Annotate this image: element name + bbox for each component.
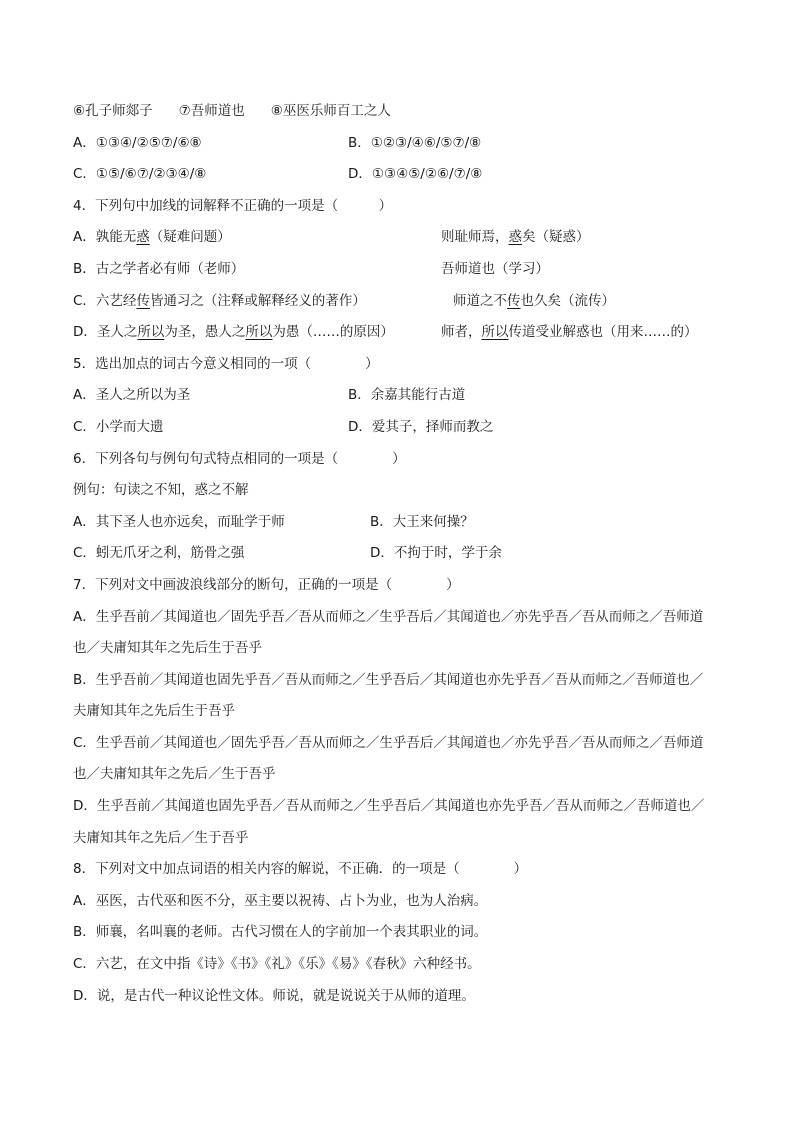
q4-option-d-left: D．圣人之所以为圣，愚人之所以为愚（……的原因） [73,324,394,341]
q3-items-line [73,96,753,128]
q3-option-b[interactable]: B．①②③/④⑥/⑤⑦/⑧ [348,134,482,151]
q8-option-c[interactable]: C．六艺，在文中指《诗》《书》《礼》《乐》《易》《春秋》六种经书。 [73,956,481,973]
q4-a-right-underlined: 惑 [508,229,522,246]
q4-option-a[interactable] [73,222,753,254]
q4-option-d-right: 师者，所以传道受业解惑也（用来……的） [441,324,698,341]
q5-option-d[interactable]: D．爱其子，择师而教之 [348,418,494,435]
q6-stem: 6．下列各句与例句句式特点相同的一项是（ ） [73,450,406,467]
q3-option-c[interactable]: C．①⑤/⑥⑦/②③④/⑧ [73,166,207,183]
q4-d-left-underlined-1: 所以 [137,324,165,341]
q8-option-a[interactable]: A．巫医，古代巫和医不分，巫主要以祝祷、占卜为业，也为人治病。 [73,892,488,909]
q4-option-b[interactable] [73,254,753,286]
document-page [73,96,753,1012]
q4-option-c-right: 师道之不传也久矣（流传） [453,292,615,309]
q4-d-right-underlined: 所以 [481,324,509,341]
q6-option-b[interactable]: B．大王来何操？ [370,513,474,530]
q7-option-c-line-2[interactable]: 也／夫庸知其年之先后／生于吾乎 [73,766,276,783]
q8-option-b[interactable]: B．师襄，名叫襄的老师。古代习惯在人的字前加一个表其职业的词。 [73,924,488,941]
q6-example: 例句：句读之不知，惑之不解 [73,482,249,499]
q6-option-a[interactable]: A．其下圣人也亦远矣，而耻学于师 [73,513,285,530]
q4-option-c-left: C．六艺经传皆通习之（注释或解释经义的著作） [73,292,366,309]
q4-option-d[interactable] [73,317,753,349]
q6-option-d[interactable]: D．不拘于时，学于余 [370,545,502,562]
q5-options-row-1 [73,380,753,412]
q6-options-row-1 [73,507,753,539]
q4-option-c[interactable] [73,286,753,318]
q4-d-left-underlined-2: 所以 [245,324,273,341]
q5-option-a[interactable]: A．圣人之所以为圣 [73,387,191,404]
q4-b-left-marked: 师 [176,260,191,277]
q4-option-b-left: B．古之学者必有师（老师） [73,260,245,277]
q7-option-d-line-1[interactable]: D．生乎吾前／其闻道也固先乎吾／吾从而师之／生乎吾后／其闻道也亦先乎吾／吾从而师之／吾师道也／ [73,798,705,815]
q3-option-a[interactable]: A．①③④/②⑤⑦/⑥⑧ [73,134,202,151]
q7-option-a-line-1[interactable]: A．生乎吾前／其闻道也／固先乎吾／吾从而师之／生乎吾后／其闻道也／亦先乎吾／吾从而师之／吾师道 [73,608,704,625]
q3-options-row-2 [73,159,753,191]
q3-option-d[interactable]: D．①③④⑤/②⑥/⑦/⑧ [348,166,483,183]
q6-option-c[interactable]: C．蚓无爪牙之利，筋骨之强 [73,545,245,562]
q4-b-right-marked: 师 [454,260,468,277]
q4-option-a-right: 则耻师焉，惑矣（疑惑） [441,229,590,246]
q6-options-row-2 [73,538,753,570]
q3-item-8: ⑧巫医乐师百工之人 [270,103,391,119]
q3-item-6: ⑥孔子师郯子 [73,103,153,119]
q7-stem: 7．下列对文中画波浪线部分的断句，正确的一项是（ ） [73,576,460,593]
q4-option-b-right: 吾师道也（学习） [441,260,549,277]
q7-option-c-line-1[interactable]: C．生乎吾前／其闻道也／固先乎吾／吾从而师之／生乎吾后／其闻道也／亦先乎吾／吾从而师之／吾师道 [73,734,704,751]
q4-c-left-underlined: 传 [136,292,150,309]
q7-option-d-line-2[interactable]: 夫庸知其年之先后／生于吾乎 [73,829,249,846]
q3-options-row-1 [73,128,753,160]
q7-option-b-line-1[interactable]: B．生乎吾前／其闻道也固先乎吾／吾从而师之／生乎吾后／其闻道也亦先乎吾／吾从而师之／吾师道也／ [73,671,704,688]
q4-stem: 4．下列句中加线的词解释不正确的一项是（ ） [73,197,393,214]
q7-option-b-line-2[interactable]: 夫庸知其年之先后生于吾乎 [73,703,235,720]
q8-stem: 8．下列对文中加点词语的相关内容的解说，不正确．的一项是（ ） [73,861,528,878]
q5-stem: 5．选出加点的词古今意义相同的一项（ ） [73,355,379,372]
q3-item-7: ⑦吾师道也 [178,103,245,119]
q5-options-row-2 [73,412,753,444]
q4-c-right-underlined: 传 [507,292,521,309]
q8-option-d[interactable]: D．说，是古代一种议论性文体。师说，就是说说关于从师的道理。 [73,987,475,1004]
q4-option-a-left: A．孰能无惑（疑难问题） [73,229,231,246]
q5-option-c[interactable]: C．小学而大遗 [73,418,164,435]
q4-a-left-underlined: 惑 [136,229,150,246]
q7-option-a-line-2[interactable]: 也／夫庸知其年之先后生于吾乎 [73,640,262,657]
q5-option-b[interactable]: B．余嘉其能行古道 [348,387,466,404]
